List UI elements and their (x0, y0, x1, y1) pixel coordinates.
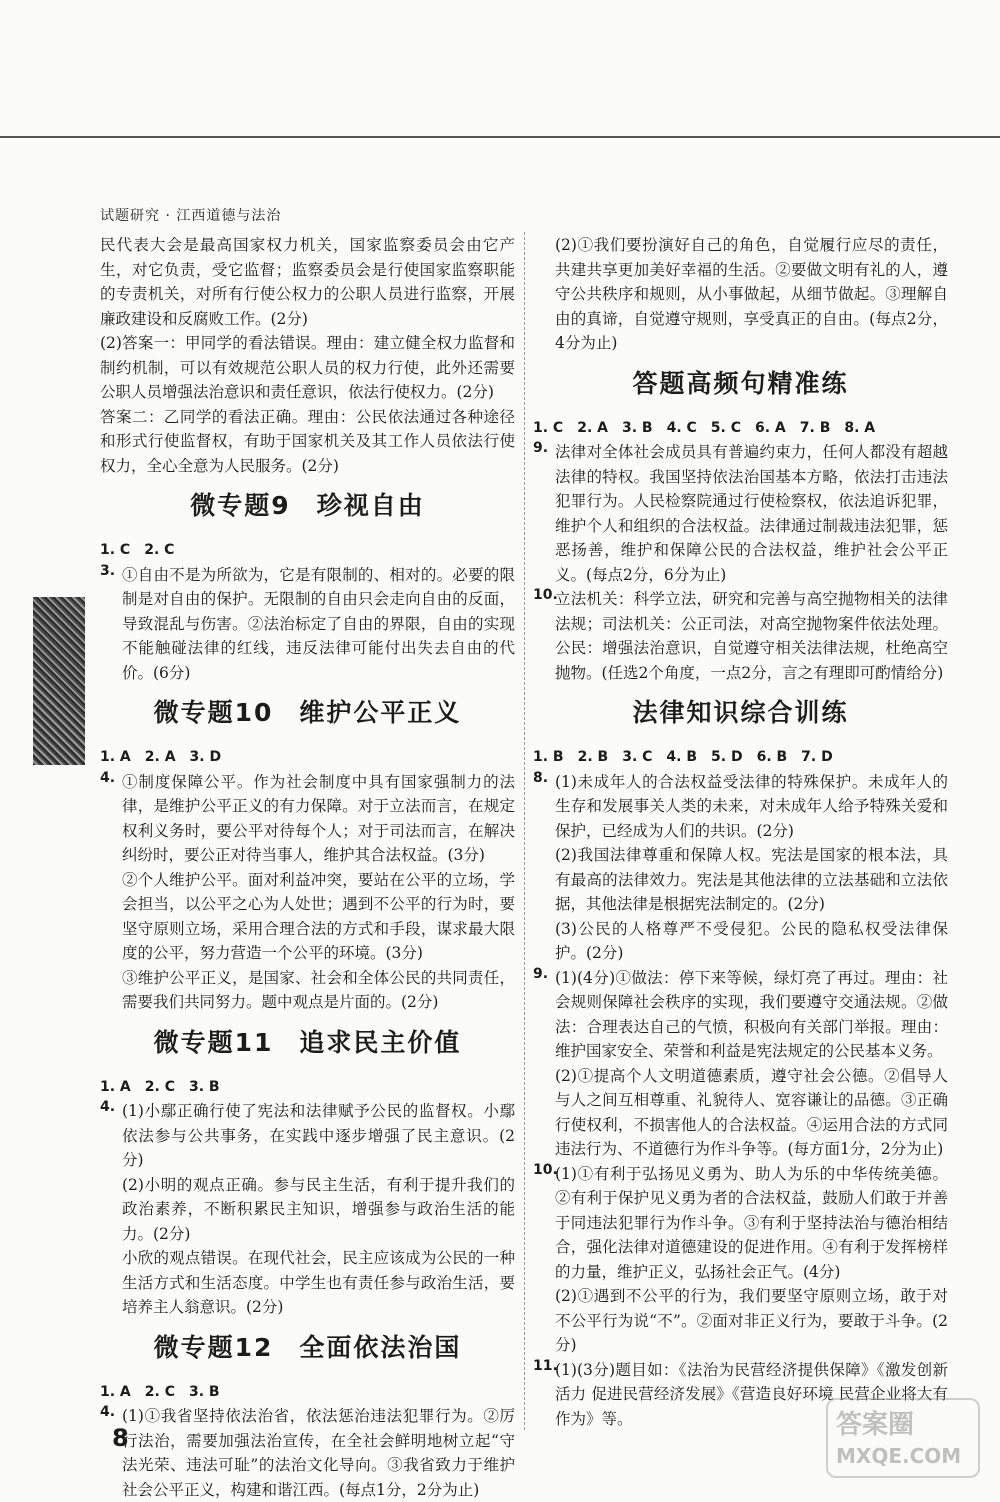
answer-text: ①制度保障公平。作为社会制度中具有国家强制力的法律，是维护公平正义的有力保障。对于立法而言，在规定权利义务时，要公平对待每个人；对于司法而言，在解决纠纷时，要公正对待当事人，维护其合法权益。(3分) (122, 772, 515, 864)
column-divider (524, 232, 525, 1430)
question-item (100, 1099, 515, 1320)
question-number: 4. (100, 769, 116, 786)
answer-text: (2)①遇到不公平的行为，我们要坚守原则立场，敢于对不公平行为说“不”。②面对非正义行为，要敢于斗争。(2分) (555, 1287, 948, 1354)
watermark-url: MXQE.COM (836, 1444, 962, 1468)
answer-text: (3)公民的人格尊严不受侵犯。公民的隐私权受法律保护。(2分) (555, 919, 948, 962)
question-item (533, 587, 948, 685)
choice-answers: 1. B 2. B 3. C 4. B 5. D 6. B 7. D (533, 749, 833, 765)
choice-answers: 1. A 2. C 3. B (100, 1383, 220, 1400)
question-number: 8. (533, 769, 549, 786)
section-heading-high-frequency: 答题高频句精准练 (632, 368, 849, 398)
question-number: 3. (100, 562, 116, 579)
answer-text: (1)(4分)①做法：停下来等候，绿灯亮了再过。理由：社会规则保障社会秩序的实现，我们要遵守交通法规。②做法：合理表达自己的气愤，积极向有关部门举报。理由：维护国家安全、荣誉和利益是宪法规定的公民基本义务。 (555, 968, 948, 1060)
section-subtitle: 全面依法治国 (299, 1332, 462, 1362)
answer-text: ②个人维护公平。面对利益冲突，要站在公平的立场，学会担当，以公平之心为人处世；遇到不公平的行为时，要坚守原则立场，采用合理合法的方式和手段，谋求最大限度的公平，努力营造一个公平的环境。(3分) (122, 870, 515, 962)
continued-answer (100, 233, 515, 478)
answer-text: (2)我国法律尊重和保障人权。宪法是国家的根本法，具有最高的法律效力。宪法是其他法律的立法基础和立法依据，其他法律是根据宪法制定的。(2分) (555, 846, 948, 913)
page-number: 8 (112, 1424, 129, 1452)
answer-text: (2)小明的观点正确。参与民主生活，有利于提升我们的政治素养，不断积累民主知识，增强参与政治生活的能力。(2分) (122, 1175, 515, 1243)
section-title: 微专题10 (153, 698, 274, 727)
question-item (100, 770, 515, 1015)
section-heading-s11 (100, 1025, 515, 1061)
answer-text: (2)①提高个人文明道德素质，遵守社会公德。②倡导人与人之间互相尊重、礼貌待人、宽容谦让的品德。③正确行使权利，不损害他人的合法权益。④运用合法的方式同违法行为、不道德行为作斗争等。(每方面1分，2分为止) (555, 1066, 948, 1158)
answer-text: (1)未成年人的合法权益受法律的特殊保护。未成年人的生存和发展事关人类的未来，对未成年人给予特殊关爱和保护，已经成为人们的共识。(2分) (555, 772, 948, 840)
answer-text: (1)小鄢正确行使了宪法和法律赋予公民的监督权。小鄢依法参与公共事务，在实践中逐步增强了民主意识。(2分) (122, 1102, 515, 1169)
side-tab-decoration (33, 597, 85, 765)
paragraph: 民代表大会是最高国家权力机关，国家监察委员会由它产生，对它负责，受它监督；监察委员会是行使国家监察职能的专责机关，对所有行使公权力的公职人员进行监察，开展廉政建设和反腐败工作。(2分) (100, 236, 515, 328)
question-number: 9. (533, 965, 549, 982)
answer-text: ①自由不是为所欲为，它是有限制的、相对的。必要的限制是对自由的保护。无限制的自由只会走向自由的反面，导致混乱与伤害。②法治标定了自由的界限，自由的实现不能触碰法律的红线，违反法律可能付出失去自由的代价。(6分) (122, 565, 515, 682)
watermark-text: 答案圈 (836, 1410, 915, 1440)
answer-text: (1)①有利于弘扬见义勇为、助人为乐的中华传统美德。②有利于保护见义勇为者的合法权益，鼓励人们敢于并善于同违法犯罪行为作斗争。③有利于坚持法治与德治相结合，强化法律对道德建设的促进作用。④有利于发挥榜样的力量，维护正义，弘扬社会正气。(4分) (555, 1164, 948, 1281)
answer-text: ③维护公平正义，是国家、社会和全体公民的共同责任，需要我们共同努力。题中观点是片面的。(2分) (122, 968, 515, 1011)
section-title: 微专题11 (153, 1027, 274, 1057)
section-subtitle: 珍视自由 (316, 491, 425, 520)
answer-text: 立法机关：科学立法，研究和完善与高空抛物相关的法律法规；司法机关：公正司法，对高空抛物案件依法处理。公民：增强法治意识，自觉遵守相关法律法规，杜绝高空抛物。(任选2个角度，一点2分，言之有理即可酌情给分) (555, 590, 948, 682)
top-rule (0, 136, 1000, 138)
question-number: 10. (533, 587, 558, 603)
question-number: 10. (533, 1161, 558, 1178)
answer-text: 法律对全体社会成员具有普遍约束力，任何人都没有超越法律的特权。我国坚持依法治国基本方略，依法打击违法犯罪行为。人民检察院通过行使检察权，依法追诉犯罪，维护个人和组织的合法权益。法律通过制裁违法犯罪，惩恶扬善，维护和保障公民的合法权益，维护社会公平正义。(每点2分，6分为止) (555, 443, 948, 584)
choice-answers: 1. C 2. A 3. B 4. C 5. C 6. A 7. B 8. A (533, 419, 876, 436)
question-item (533, 770, 948, 966)
section-heading-law-knowledge: 法律知识综合训练 (632, 698, 849, 727)
right-column (533, 233, 948, 1431)
question-item (100, 563, 515, 686)
choice-answers: 1. A 2. A 3. D (100, 749, 222, 765)
answer-text: (1)(3分)题目如：《法治为民营经济提供保障》《激发创新活力 促进民营经济发展》《营造良好环境 民营企业将大有作为》等。 (555, 1360, 948, 1428)
left-column (100, 233, 515, 1502)
choice-answers: 1. A 2. C 3. B (100, 1078, 220, 1095)
question-number: 9. (533, 440, 549, 456)
section-title: 微专题9 (190, 491, 291, 520)
section-title: 微专题12 (153, 1332, 274, 1362)
section-heading-s10 (100, 695, 515, 731)
question-number: 4. (100, 1099, 116, 1115)
question-item (533, 1162, 948, 1358)
section-heading-s12 (100, 1330, 515, 1366)
section-heading-s9 (100, 488, 515, 524)
continued-answer (533, 233, 948, 356)
section-subtitle: 追求民主价值 (299, 1027, 462, 1057)
question-item (533, 966, 948, 1162)
question-item (100, 1404, 515, 1502)
question-item (533, 440, 948, 587)
question-number: 4. (100, 1404, 116, 1420)
answer-text: 小欣的观点错误。在现代社会，民主应该成为公民的一种生活方式和生活态度。中学生也有责任参与政治生活，要培养主人翁意识。(2分) (122, 1249, 515, 1316)
answer-text: (1)①我省坚持依法治省，依法惩治违法犯罪行为。②厉行法治，需要加强法治宣传，在全社会鲜明地树立起“守法光荣、违法可耻”的法治文化导向。③我省致力于维护社会公平正义，构建和谐江西。(每点1分，2分为止) (122, 1407, 515, 1499)
paragraph: 答案二：乙同学的看法正确。理由：公民依法通过各种途径和形式行使监督权，有助于国家机关及其工作人员依法行使权力，全心全意为人民服务。(2分) (100, 407, 515, 475)
section-subtitle: 维护公平正义 (299, 698, 462, 727)
paragraph: (2)①我们要扮演好自己的角色，自觉履行应尽的责任，共建共享更加美好幸福的生活。②要做文明有礼的人，遵守公共秩序和规则，从小事做起，从细节做起。③理解自由的真谛，自觉遵守规则，享受真正的自由。(每点2分，4分为止) (555, 236, 948, 352)
paragraph: (2)答案一：甲同学的看法错误。理由：建立健全权力监督和制约机制，可以有效规范公职人员的权力行使，此外还需要公职人员增强法治意识和责任意识，依法行使权力。(2分) (100, 334, 515, 401)
choice-answers: 1. C 2. C (100, 542, 175, 558)
running-head: 试题研究 · 江西道德与法治 (100, 208, 282, 224)
watermark-logo (826, 1398, 980, 1478)
question-number: 11. (533, 1357, 558, 1374)
